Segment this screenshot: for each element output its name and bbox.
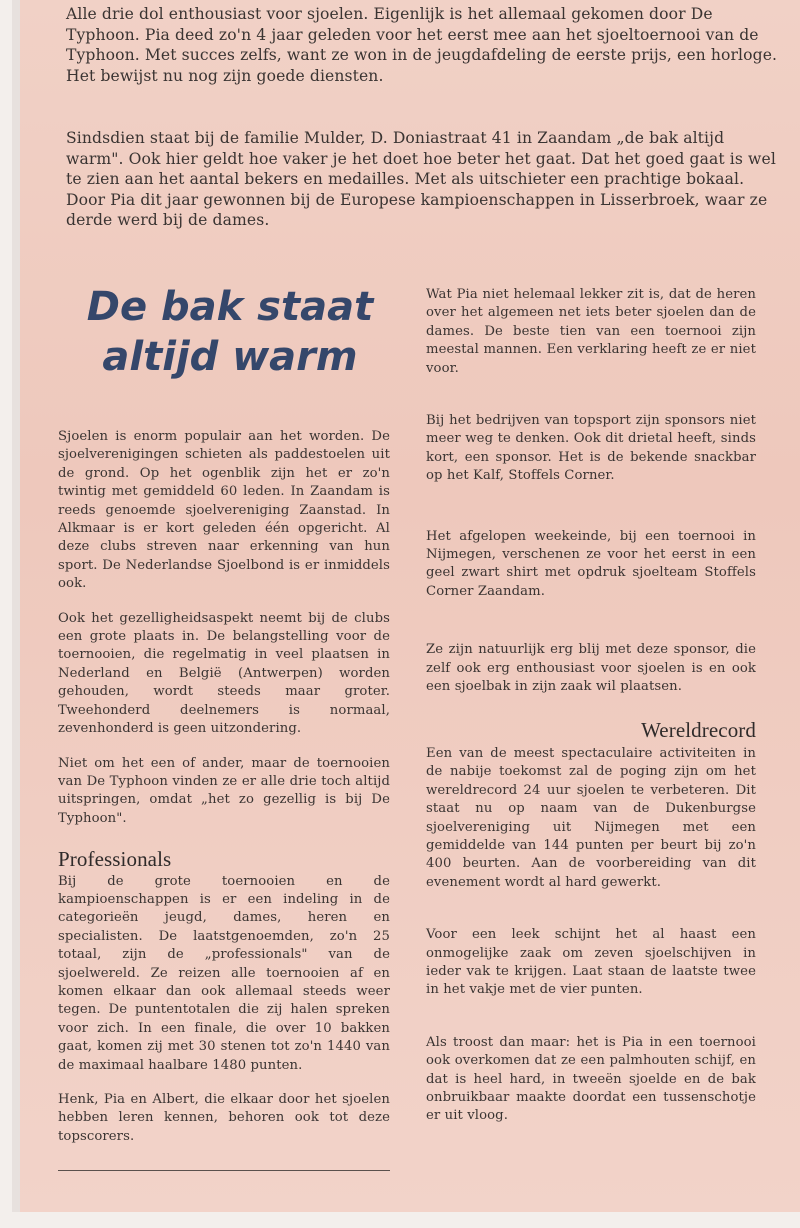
left-paragraph-3: Niet om het een of ander, maar de toernooien van De Typhoon vinden ze er alle drie toch altijd uitspringen, omdat „het zo gezellig is bij De Typhoon". bbox=[58, 755, 390, 826]
subhead-professionals: Professionals bbox=[58, 847, 172, 872]
right-paragraph-7: Als troost dan maar: het is Pia in een toernooi ook overkomen dat ze een palmhouten schijf, en dat is heel hard, in tweeën sjoelde en de bak onbruikbaar maakte doordat een tussenschotje er uit vloog. bbox=[426, 1034, 756, 1124]
intro-paragraph-2 bbox=[66, 128, 786, 231]
right-paragraph-3: Het afgelopen weekeinde, bij een toernooi in Nijmegen, verschenen ze voor het eerst in een geel zwart shirt met opdruk sjoelteam Stoffels Corner Zaandam. bbox=[426, 528, 756, 599]
left-paragraph-1: Sjoelen is enorm populair aan het worden. De sjoelverenigingen schieten als paddestoelen uit de grond. Op het ogenblik zijn het er zo'n twintig met gemiddeld 60 leden. In Zaandam is reeds genoemde sjoelvereniging Zaanstad. In Alkmaar is er kort geleden één opgericht. Al deze clubs streven naar erkenning van hun sport. De Nederlandse Sjoelbond is er inmiddels ook. bbox=[58, 429, 390, 592]
left-column bbox=[58, 428, 390, 1162]
left-paragraph-2: Ook het gezelligheidsaspekt neemt bij de clubs een grote plaats in. De belangstelling voor de toernooien, die regelmatig in veel plaatsen in Nederland en België (Antwerpen) worden gehouden, wordt steeds maar groter. Tweehonderd deelnemers is normaal, zevenhonderd is geen uitzondering. bbox=[58, 610, 390, 737]
intro-paragraph-1 bbox=[66, 4, 786, 86]
intro-text-1: Alle drie dol enthousiast voor sjoelen. Eigenlijk is het allemaal gekomen door De Typhoon. Pia deed zo'n 4 jaar geleden voor het eerst mee aan het sjoeltoernooi van de Typhoon. Met succes zelfs, want ze won in de jeugdafdeling de eerste prijs, een horloge. Het bewijst nu nog zijn goede diensten. bbox=[66, 5, 778, 85]
right-column bbox=[426, 286, 756, 1142]
right-paragraph-6: Voor een leek schijnt het al haast een onmogelijke zaak om zeven sjoelschijven in ieder vak te krijgen. Laat staan de laatste twee in het vakje met de vier punten. bbox=[426, 927, 756, 998]
right-paragraph-1: Wat Pia niet helemaal lekker zit is, dat de heren over het algemeen net iets beter sjoelen dan de dames. De beste tien van een toernooi zijn meestal mannen. Een verklaring heeft ze er niet voor. bbox=[426, 287, 756, 376]
left-paragraph-5: Henk, Pia en Albert, die elkaar door het sjoelen hebben leren kennen, behoren ook tot deze topscorers. bbox=[58, 1092, 390, 1144]
headline-line-2: altijd warm bbox=[102, 334, 358, 380]
headline-line-1: De bak staat bbox=[86, 284, 374, 330]
left-paragraph-4: Bij de grote toernooien en de kampioenschappen is er een indeling in de categorieën jeugd, dames, heren en specialisten. De laatstgenoemden, zo'n 25 totaal, zijn de „professionals" van de sjoelwereld. Ze reizen alle toernooien af en komen elkaar dan ook allemaal steeds weer tegen. De puntentotalen die zij halen spreken voor zich. In een finale, die over 10 bakken gaat, komen zij met 30 stenen tot zo'n 1440 van de maximaal haalbare 1480 punten. bbox=[58, 873, 390, 1073]
right-paragraph-2: Bij het bedrijven van topsport zijn sponsors niet meer weg te denken. Ook dit drietal heeft, sinds kort, een sponsor. Het is de bekende snackbar op het Kalf, Stoffels Corner. bbox=[426, 413, 756, 484]
column-bottom-rule bbox=[58, 1170, 390, 1171]
subhead-wereldrecord: Wereldrecord bbox=[641, 717, 756, 742]
right-paragraph-5: Een van de meest spectaculaire activiteiten in de nabije toekomst zal de poging zijn om het wereldrecord 24 uur sjoelen te verbeteren. Dit staat nu op naam van de Dukenburgse sjoelvereniging uit Nijmegen met een gemiddelde van 144 punten per beurt bij zo'n 400 beurten. Aan de voorbereiding van dit evenement wordt al hard gewerkt. bbox=[426, 745, 756, 890]
headline bbox=[80, 282, 380, 382]
right-paragraph-4: Ze zijn natuurlijk erg blij met deze sponsor, die zelf ook erg enthousiast voor sjoelen is en ook een sjoelbak in zijn zaak wil plaatsen. bbox=[426, 642, 756, 695]
intro-text-2: Sindsdien staat bij de familie Mulder, D. Doniastraat 41 in Zaandam „de bak altijd warm". Ook hier geldt hoe vaker je het doet hoe beter het gaat. Dat het goed gaat is wel te zien aan het aantal bekers en medailles. Met als uitschieter een prachtige bokaal. Door Pia dit jaar gewonnen bij de Europese kampioenschappen in Lisserbroek, waar ze derde werd bij de dames. bbox=[66, 129, 776, 229]
